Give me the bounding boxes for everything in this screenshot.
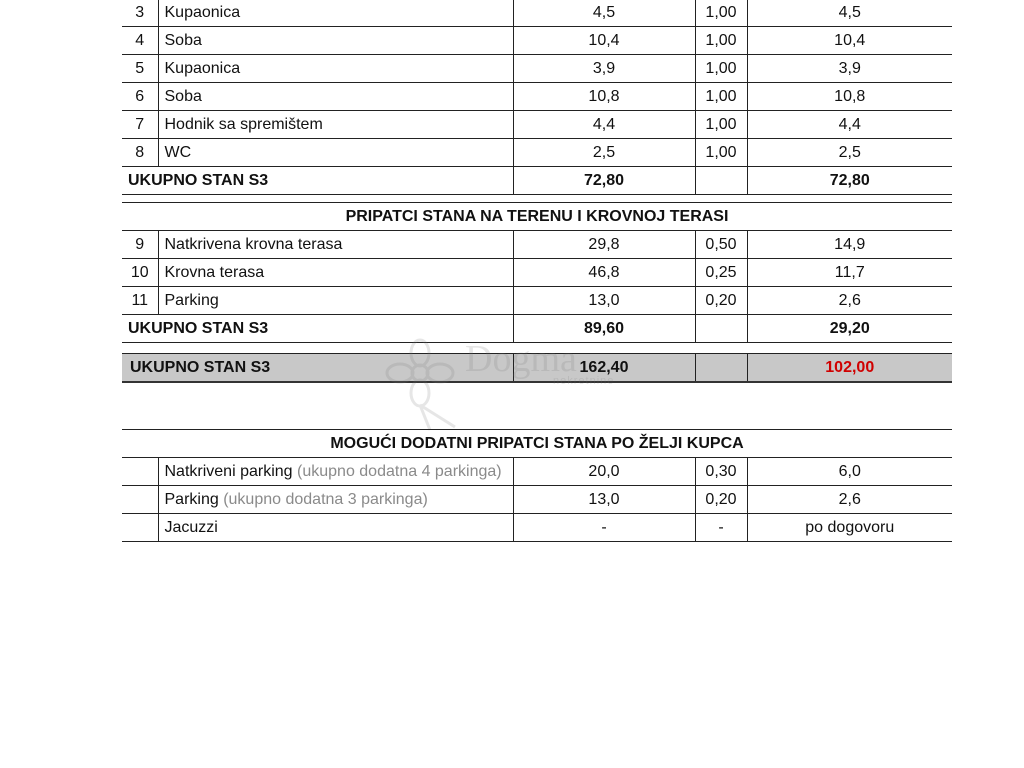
room-area: 10,8 [513, 83, 695, 111]
room-coefficient: 1,00 [695, 27, 747, 55]
option-hint: (ukupno dodatna 3 parkinga) [223, 491, 428, 508]
row-number: 5 [122, 55, 158, 83]
option-name-cell [158, 486, 513, 514]
row-number-empty [122, 514, 158, 542]
flower-logo-icon [375, 335, 465, 435]
option-area: - [513, 514, 695, 542]
room-coefficient: 1,00 [695, 55, 747, 83]
table-row [122, 231, 952, 259]
item-name: Natkrivena krovna terasa [158, 231, 513, 259]
table-row [122, 55, 952, 83]
total-row [122, 315, 952, 343]
room-name: Kupaonica [158, 0, 513, 27]
table-row [122, 0, 952, 27]
option-name: Jacuzzi [164, 519, 218, 536]
grand-total-area: 162,40 [513, 354, 695, 383]
room-coefficient: 1,00 [695, 83, 747, 111]
item-name: Krovna terasa [158, 259, 513, 287]
table-row [122, 83, 952, 111]
option-area: 20,0 [513, 458, 695, 486]
item-name: Parking [158, 287, 513, 315]
total-net-area: 72,80 [747, 167, 952, 195]
section-heading-row [122, 430, 952, 458]
option-name-cell [158, 514, 513, 542]
row-number: 4 [122, 27, 158, 55]
table-row [122, 111, 952, 139]
total-area: 72,80 [513, 167, 695, 195]
grand-total-table [122, 353, 952, 383]
total-label: UKUPNO STAN S3 [122, 315, 513, 343]
table-row [122, 486, 952, 514]
item-area: 29,8 [513, 231, 695, 259]
row-number: 6 [122, 83, 158, 111]
row-number: 8 [122, 139, 158, 167]
option-coefficient: 0,30 [695, 458, 747, 486]
room-area: 3,9 [513, 55, 695, 83]
section-heading: MOGUĆI DODATNI PRIPATCI STANA PO ŽELJI KUPCA [122, 430, 952, 458]
option-net-area: 6,0 [747, 458, 952, 486]
item-net-area: 2,6 [747, 287, 952, 315]
option-area: 13,0 [513, 486, 695, 514]
total-coefficient-empty [695, 167, 747, 195]
row-number-empty [122, 486, 158, 514]
grand-total-coefficient-empty [695, 354, 747, 383]
grand-total-row [122, 354, 952, 383]
item-area: 46,8 [513, 259, 695, 287]
item-area: 13,0 [513, 287, 695, 315]
table-row [122, 259, 952, 287]
table-row [122, 458, 952, 486]
item-coefficient: 0,25 [695, 259, 747, 287]
option-coefficient: 0,20 [695, 486, 747, 514]
total-net-area: 29,20 [747, 315, 952, 343]
room-coefficient: 1,00 [695, 111, 747, 139]
room-net-area: 3,9 [747, 55, 952, 83]
row-number: 11 [122, 287, 158, 315]
row-number: 10 [122, 259, 158, 287]
row-number: 7 [122, 111, 158, 139]
option-hint: (ukupno dodatna 4 parkinga) [297, 463, 502, 480]
option-net-area: 2,6 [747, 486, 952, 514]
item-coefficient: 0,20 [695, 287, 747, 315]
room-net-area: 10,8 [747, 83, 952, 111]
appurtenances-table [122, 202, 952, 343]
room-net-area: 10,4 [747, 27, 952, 55]
row-number: 9 [122, 231, 158, 259]
table-row [122, 139, 952, 167]
room-net-area: 2,5 [747, 139, 952, 167]
total-row [122, 167, 952, 195]
room-coefficient: 1,00 [695, 0, 747, 27]
item-net-area: 11,7 [747, 259, 952, 287]
total-coefficient-empty [695, 315, 747, 343]
table-row [122, 27, 952, 55]
table-row [122, 287, 952, 315]
room-name: Soba [158, 83, 513, 111]
option-name: Natkriveni parking [164, 463, 293, 480]
total-label: UKUPNO STAN S3 [122, 167, 513, 195]
row-number: 3 [122, 0, 158, 27]
rooms-table [122, 0, 952, 195]
room-area: 10,4 [513, 27, 695, 55]
option-name-cell [158, 458, 513, 486]
room-area: 2,5 [513, 139, 695, 167]
watermark [375, 335, 665, 435]
room-area: 4,4 [513, 111, 695, 139]
room-name: WC [158, 139, 513, 167]
grand-total-label: UKUPNO STAN S3 [122, 354, 513, 383]
item-net-area: 14,9 [747, 231, 952, 259]
optional-appurtenances-table [122, 429, 952, 542]
section-heading: PRIPATCI STANA NA TERENU I KROVNOJ TERASI [122, 203, 952, 231]
room-name: Soba [158, 27, 513, 55]
section-heading-row [122, 203, 952, 231]
room-coefficient: 1,00 [695, 139, 747, 167]
row-number-empty [122, 458, 158, 486]
room-name: Kupaonica [158, 55, 513, 83]
option-name: Parking [164, 491, 219, 508]
option-coefficient: - [695, 514, 747, 542]
item-coefficient: 0,50 [695, 231, 747, 259]
grand-total-net-area: 102,00 [747, 354, 952, 383]
room-name: Hodnik sa spremištem [158, 111, 513, 139]
room-net-area: 4,5 [747, 0, 952, 27]
table-row [122, 514, 952, 542]
room-net-area: 4,4 [747, 111, 952, 139]
room-area: 4,5 [513, 0, 695, 27]
total-area: 89,60 [513, 315, 695, 343]
option-net-area: po dogovoru [747, 514, 952, 542]
